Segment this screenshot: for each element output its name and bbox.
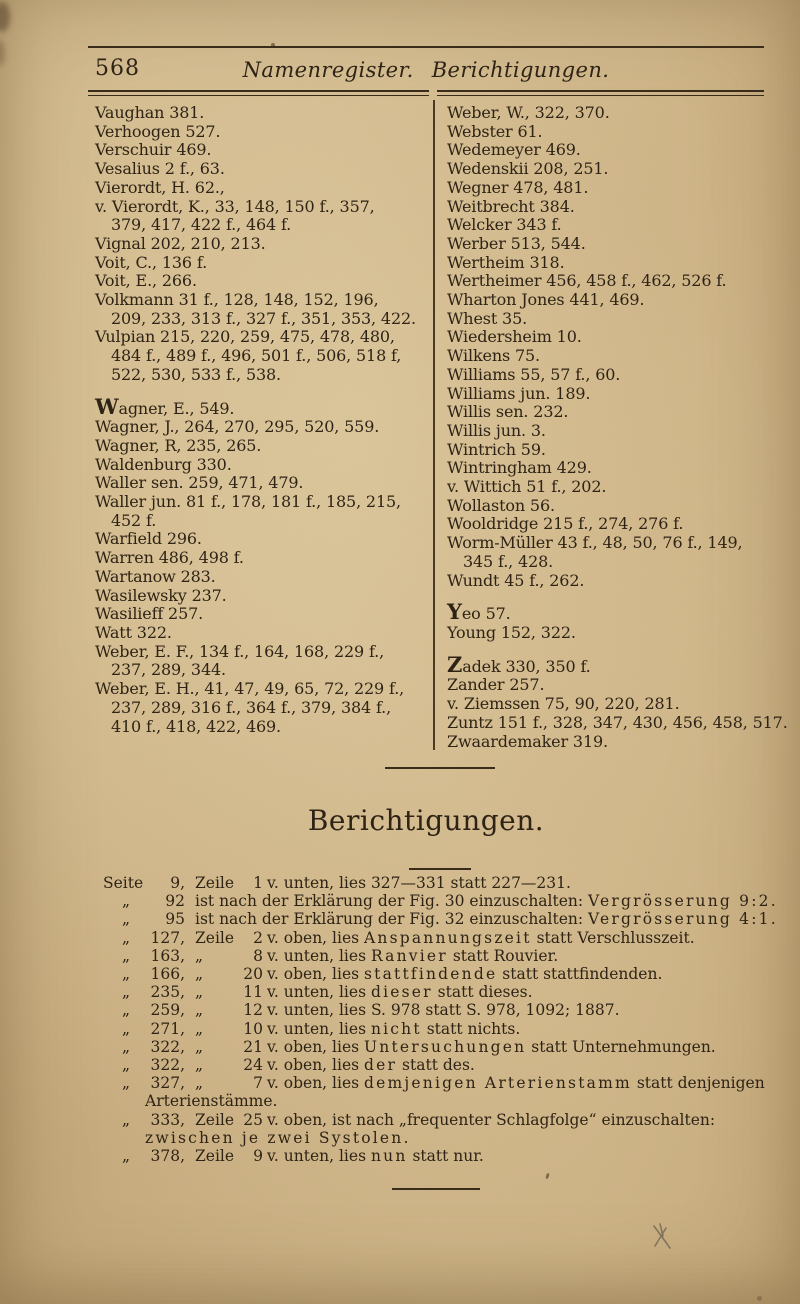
register-entry: Webster 61. [447, 121, 543, 141]
page-bottom-rule [392, 1188, 480, 1190]
correction-page-ref: 95 [165, 910, 185, 929]
correction-text: „ 20 v. oben, lies stattfindende statt stattfindenden. [195, 965, 663, 984]
initial-capital: Z [447, 651, 463, 677]
correction-continuation: zwischen je zwei Systolen. [145, 1128, 411, 1147]
header-double-rule-left [88, 90, 429, 96]
register-entry: Wagner, J., 264, 270, 295, 520, 559. [95, 417, 380, 437]
header-top-rule [88, 46, 764, 48]
correction-entry [103, 1038, 767, 1056]
register-entry: v. Ziemssen 75, 90, 220, 281. [447, 694, 680, 714]
correction-page-ref: 271, [150, 1019, 185, 1038]
running-title-berichtigungen: Berichtigungen. [431, 58, 610, 82]
register-entry: Welcker 343 f. [447, 215, 562, 235]
correction-entry [103, 983, 767, 1001]
register-entry: Weitbrecht 384. [447, 196, 575, 216]
paper-speck [757, 1296, 762, 1301]
register-entry: 522, 530, 533 f., 538. [111, 364, 281, 384]
register-entry: 484 f., 489 f., 496, 501 f., 506, 518 f, [111, 346, 402, 366]
register-entry: 209, 233, 313 f., 327 f., 351, 353, 422. [111, 308, 416, 328]
correction-text: Zeile 2 v. oben, lies Anspannungszeit statt Verschlusszeit. [195, 928, 695, 947]
correction-page-ref: 322, [150, 1056, 185, 1075]
corrections-sub-rule [409, 868, 471, 870]
correction-margin-mark: „ [121, 1110, 131, 1129]
correction-page-ref: 127, [150, 928, 185, 947]
name-register-left-column [95, 104, 431, 736]
register-entry: Wedenskii 208, 251. [447, 159, 609, 179]
correction-margin-mark: Seite [103, 874, 144, 892]
register-entry: Wertheimer 456, 458 f., 462, 526 f. [447, 271, 727, 291]
correction-page-ref: 259, [150, 1001, 185, 1020]
header-double-rule-right [437, 90, 764, 96]
running-title [88, 58, 764, 82]
correction-page-ref: 166, [150, 965, 185, 984]
register-entry: Wharton Jones 441, 469. [447, 290, 645, 310]
pencil-x-mark [646, 1216, 678, 1256]
correction-text: „ 12 v. unten, lies S. 978 statt S. 978, 1092; 1887. [195, 1001, 620, 1020]
register-entry: Whest 35. [447, 308, 528, 328]
register-entry: Wintrich 59. [447, 439, 546, 459]
register-entry: Wasilieff 257. [95, 604, 204, 624]
correction-text: „ 24 v. oben, lies der statt des. [195, 1056, 475, 1075]
paper-speck [545, 1173, 550, 1180]
register-entry: Wintringham 429. [447, 458, 592, 478]
correction-margin-mark: „ [121, 1037, 131, 1056]
correction-margin-mark: „ [121, 1056, 131, 1075]
correction-entry [103, 929, 767, 947]
paper-smudge [0, 40, 5, 66]
correction-page-ref: 322, [150, 1037, 185, 1056]
register-entry: Williams 55, 57 f., 60. [447, 364, 621, 384]
register-entry: 345 f., 428. [463, 551, 554, 571]
register-entry: Verhoogen 527. [95, 121, 221, 141]
correction-margin-mark: „ [121, 910, 131, 929]
corrections-top-rule [385, 767, 495, 769]
correction-margin-mark: „ [121, 1074, 131, 1093]
correction-margin-mark: „ [121, 1001, 131, 1020]
register-entry: Wooldridge 215 f., 274, 276 f. [447, 514, 684, 534]
register-entry: Zander 257. [447, 675, 545, 695]
correction-entry [103, 892, 778, 911]
correction-page-ref: 235, [150, 983, 185, 1002]
register-entry: Yeo 57. [447, 599, 511, 625]
register-entry: Wedemeyer 469. [447, 140, 581, 160]
register-entry: v. Wittich 51 f., 202. [447, 477, 607, 497]
correction-text: Zeile 1 v. unten, lies 327—331 statt 227—231. [195, 874, 571, 892]
correction-page-ref: 92 [165, 892, 185, 911]
correction-margin-mark: „ [121, 965, 131, 984]
corrections-title: Berichtigungen. [307, 804, 545, 837]
register-entry: Wundt 45 f., 262. [447, 570, 585, 590]
register-entry: Willis sen. 232. [447, 402, 569, 422]
correction-continuation: Arterienstämme. [145, 1092, 278, 1111]
register-entry: Young 152, 322. [447, 622, 576, 642]
correction-page-ref: 9, [170, 874, 185, 892]
register-entry: Zwaardemaker 319. [447, 731, 608, 751]
correction-text: ist nach der Erklärung der Fig. 30 einzuschalten: Vergrösserung 9:2. [195, 892, 778, 911]
register-entry: Waller sen. 259, 471, 479. [95, 473, 304, 493]
initial-capital: W [95, 393, 119, 419]
correction-text: Zeile 25 v. oben, ist nach „frequenter Schlagfolge“ einzuschalten: [195, 1110, 716, 1129]
register-entry: Watt 322. [95, 622, 172, 642]
register-entry: Worm-Müller 43 f., 48, 50, 76 f., 149, [447, 533, 743, 553]
running-title-namenregister: Namenregister. [242, 58, 414, 82]
register-entry: Vesalius 2 f., 63. [95, 159, 225, 179]
register-entry: Werber 513, 544. [447, 233, 586, 253]
register-entry: Wollaston 56. [447, 495, 555, 515]
correction-entry [103, 947, 767, 965]
correction-page-ref: 163, [150, 946, 185, 965]
page-number: 568 [95, 56, 140, 81]
register-entry: Voit, E., 266. [95, 271, 197, 291]
register-entry: Volkmann 31 f., 128, 148, 152, 196, [95, 290, 379, 310]
name-register-right-column [447, 103, 788, 751]
register-entry: Vignal 202, 210, 213. [95, 233, 266, 253]
correction-margin-mark: „ [121, 928, 131, 947]
correction-page-ref: 327, [150, 1074, 185, 1093]
correction-text: „ 7 v. oben, lies demjenigen Arterienstamm statt denjenigen [195, 1074, 765, 1093]
register-entry: 237, 289, 344. [111, 660, 226, 680]
correction-page-ref: 333, [150, 1110, 185, 1129]
register-entry: Zadek 330, 350 f. [447, 651, 591, 677]
correction-entry [103, 1111, 767, 1129]
correction-margin-mark: „ [121, 1147, 131, 1166]
correction-entry [103, 1074, 767, 1092]
register-entry: 379, 417, 422 f., 464 f. [111, 215, 292, 235]
correction-entry [103, 1147, 767, 1165]
correction-text: Zeile 9 v. unten, lies nun statt nur. [195, 1147, 484, 1166]
register-entry: Wartanow 283. [95, 566, 216, 586]
register-entry: Williams jun. 189. [447, 383, 591, 403]
register-entry: 237, 289, 316 f., 364 f., 379, 384 f., [111, 697, 392, 717]
register-entry: 452 f. [111, 510, 157, 530]
register-entry: Vierordt, H. 62., [95, 177, 225, 197]
register-entry: Verschuir 469. [95, 140, 212, 160]
register-entry: Wiedersheim 10. [447, 327, 582, 347]
column-divider-rule [433, 100, 435, 750]
register-entry: Wagner, E., 549. [95, 393, 235, 419]
initial-capital: Y [447, 599, 462, 625]
register-entry: Wilkens 75. [447, 346, 540, 366]
register-entry: Wasilewsky 237. [95, 585, 227, 605]
correction-text: „ 11 v. unten, lies dieser statt dieses. [195, 983, 533, 1002]
register-entry: Warren 486, 498 f. [95, 548, 244, 568]
correction-entry [103, 1001, 767, 1019]
register-entry: Wegner 478, 481. [447, 177, 589, 197]
correction-text: „ 10 v. unten, lies nicht statt nichts. [195, 1019, 521, 1038]
correction-entry [103, 1056, 767, 1074]
correction-margin-mark: „ [121, 892, 131, 911]
correction-margin-mark: „ [121, 946, 131, 965]
register-entry: 410 f., 418, 422, 469. [111, 716, 281, 736]
register-entry: Waller jun. 81 f., 178, 181 f., 185, 215, [95, 492, 401, 512]
register-entry: Wagner, R, 235, 265. [95, 435, 262, 455]
register-entry: v. Vierordt, K., 33, 148, 150 f., 357, [95, 196, 375, 216]
register-entry: Weber, E. F., 134 f., 164, 168, 229 f., [95, 641, 385, 661]
correction-entry [103, 1020, 767, 1038]
register-entry: Weber, E. H., 41, 47, 49, 65, 72, 229 f., [95, 679, 405, 699]
register-entry: Wertheim 318. [447, 252, 565, 272]
correction-page-ref: 378, [150, 1147, 185, 1166]
register-entry: Zuntz 151 f., 328, 347, 430, 456, 458, 517. [447, 712, 788, 732]
register-entry: Voit, C., 136 f. [95, 252, 208, 272]
correction-text: „ 8 v. unten, lies Ranvier statt Rouvier. [195, 946, 559, 965]
paper-smudge [0, 2, 10, 32]
correction-text: ist nach der Erklärung der Fig. 32 einzuschalten: Vergrösserung 4:1. [195, 910, 778, 929]
correction-margin-mark: „ [121, 983, 131, 1002]
correction-margin-mark: „ [121, 1019, 131, 1038]
register-entry: Vulpian 215, 220, 259, 475, 478, 480, [95, 327, 395, 347]
register-entry: Willis jun. 3. [447, 420, 546, 440]
register-entry: Vaughan 381. [95, 103, 205, 122]
register-entry: Waldenburg 330. [95, 454, 232, 474]
register-entry: Warfield 296. [95, 529, 202, 549]
correction-entry [103, 910, 778, 929]
register-entry: Weber, W., 322, 370. [447, 103, 610, 122]
correction-entry [103, 874, 767, 892]
correction-entry [103, 965, 767, 983]
corrections-list [103, 874, 778, 1166]
correction-text: „ 21 v. oben, lies Untersuchungen statt Unternehmungen. [195, 1037, 716, 1056]
